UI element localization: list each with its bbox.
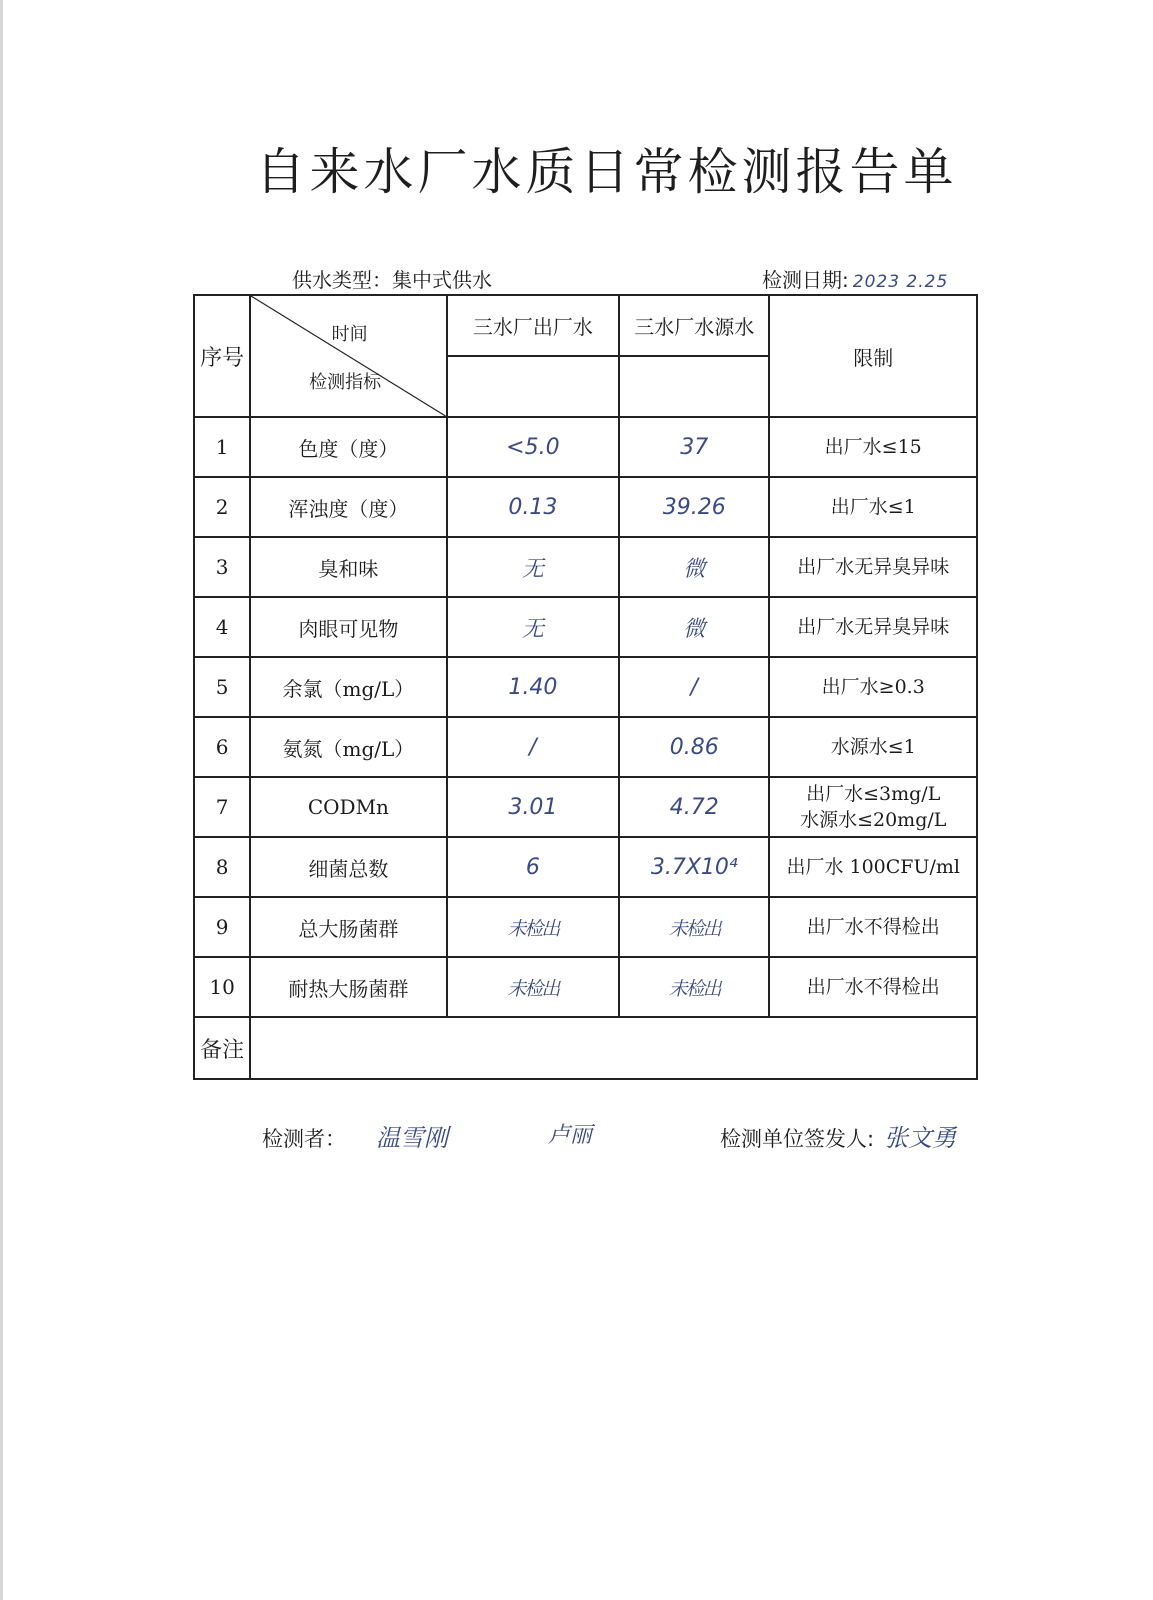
- row-indicator: 色度（度）: [250, 417, 447, 477]
- row-value-source: 未检出: [619, 957, 769, 1017]
- row-value-outlet: <5.0: [447, 417, 619, 477]
- test-date-label: 检测日期:: [762, 268, 849, 292]
- row-number: 6: [194, 717, 250, 777]
- issuer: [720, 1118, 956, 1153]
- scan-edge: [0, 0, 3, 1600]
- diagonal-line: [251, 296, 446, 416]
- header-time: 时间: [331, 324, 368, 345]
- row-value-outlet: 无: [447, 597, 619, 657]
- row-limit: 出厂水≤1: [769, 477, 977, 537]
- row-indicator: 肉眼可见物: [250, 597, 447, 657]
- issuer-label: 检测单位签发人:: [720, 1127, 875, 1151]
- row-number: 2: [194, 477, 250, 537]
- row-indicator: 耐热大肠菌群: [250, 957, 447, 1017]
- row-number: 4: [194, 597, 250, 657]
- supply-type: [292, 264, 492, 293]
- row-number: 3: [194, 537, 250, 597]
- header-diagonal-cell: [250, 295, 447, 417]
- header-col-a-blank: [447, 356, 619, 417]
- row-value-source: 37: [619, 417, 769, 477]
- note-value: [250, 1017, 977, 1079]
- header-col-a: 三水厂出厂水: [447, 295, 619, 356]
- header-seq: 序号: [194, 295, 250, 417]
- table-row: [194, 717, 977, 777]
- inspector-label: 检测者：: [262, 1127, 346, 1151]
- header-limit: 限制: [769, 295, 977, 417]
- row-number: 5: [194, 657, 250, 717]
- note-label: 备注: [194, 1017, 250, 1079]
- row-value-source: 0.86: [619, 717, 769, 777]
- row-indicator: 余氯（mg/L）: [250, 657, 447, 717]
- row-value-outlet: 未检出: [447, 897, 619, 957]
- row-value-source: 微: [619, 537, 769, 597]
- table-row: [194, 837, 977, 897]
- test-date-value: 2023 2.25: [852, 272, 949, 292]
- header-indicator: 检测指标: [309, 372, 382, 393]
- table-row: [194, 477, 977, 537]
- row-number: 10: [194, 957, 250, 1017]
- row-value-outlet: 0.13: [447, 477, 619, 537]
- row-number: 1: [194, 417, 250, 477]
- row-indicator: CODMn: [250, 777, 447, 837]
- row-limit: 水源水≤1: [769, 717, 977, 777]
- table-row: [194, 657, 977, 717]
- row-value-source: 微: [619, 597, 769, 657]
- report-table: [193, 294, 978, 1080]
- table-row: [194, 777, 977, 837]
- row-value-outlet: 无: [447, 537, 619, 597]
- inspector: [262, 1118, 448, 1153]
- row-limit: 出厂水不得检出: [769, 897, 977, 957]
- row-value-source: 3.7X10⁴: [619, 837, 769, 897]
- row-number: 9: [194, 897, 250, 957]
- table-row: [194, 537, 977, 597]
- row-number: 7: [194, 777, 250, 837]
- row-value-outlet: 未检出: [447, 957, 619, 1017]
- header-col-b-blank: [619, 356, 769, 417]
- header-col-b: 三水厂水源水: [619, 295, 769, 356]
- row-indicator: 氨氮（mg/L）: [250, 717, 447, 777]
- supply-type-label: 供水类型：: [292, 268, 392, 292]
- table-row: [194, 957, 977, 1017]
- row-value-source: 4.72: [619, 777, 769, 837]
- row-limit: 出厂水无异臭异味: [769, 537, 977, 597]
- row-limit: 出厂水≥0.3: [769, 657, 977, 717]
- row-limit: 出厂水不得检出: [769, 957, 977, 1017]
- test-date: [762, 264, 948, 293]
- row-number: 8: [194, 837, 250, 897]
- row-value-outlet: /: [447, 717, 619, 777]
- row-value-source: /: [619, 657, 769, 717]
- row-limit: 出厂水 100CFU/ml: [769, 837, 977, 897]
- row-value-source: 39.26: [619, 477, 769, 537]
- row-indicator: 浑浊度（度）: [250, 477, 447, 537]
- inspector-signature-1: 温雪刚: [376, 1124, 448, 1152]
- row-limit: 出厂水无异臭异味: [769, 597, 977, 657]
- row-value-outlet: 3.01: [447, 777, 619, 837]
- table-row: [194, 897, 977, 957]
- page-title: 自来水厂水质日常检测报告单: [255, 143, 958, 201]
- row-limit: 出厂水≤3mg/L 水源水≤20mg/L: [769, 777, 977, 837]
- supply-type-value: 集中式供水: [392, 268, 492, 292]
- row-value-outlet: 1.40: [447, 657, 619, 717]
- issuer-signature: 张文勇: [884, 1124, 957, 1152]
- row-limit: 出厂水≤15: [769, 417, 977, 477]
- row-indicator: 细菌总数: [250, 837, 447, 897]
- row-indicator: 臭和味: [250, 537, 447, 597]
- row-value-source: 未检出: [619, 897, 769, 957]
- row-indicator: 总大肠菌群: [250, 897, 447, 957]
- table-row: [194, 597, 977, 657]
- report-rows: [194, 417, 977, 1017]
- table-row: [194, 417, 977, 477]
- inspector-signature-2: 卢丽: [548, 1123, 593, 1148]
- row-value-outlet: 6: [447, 837, 619, 897]
